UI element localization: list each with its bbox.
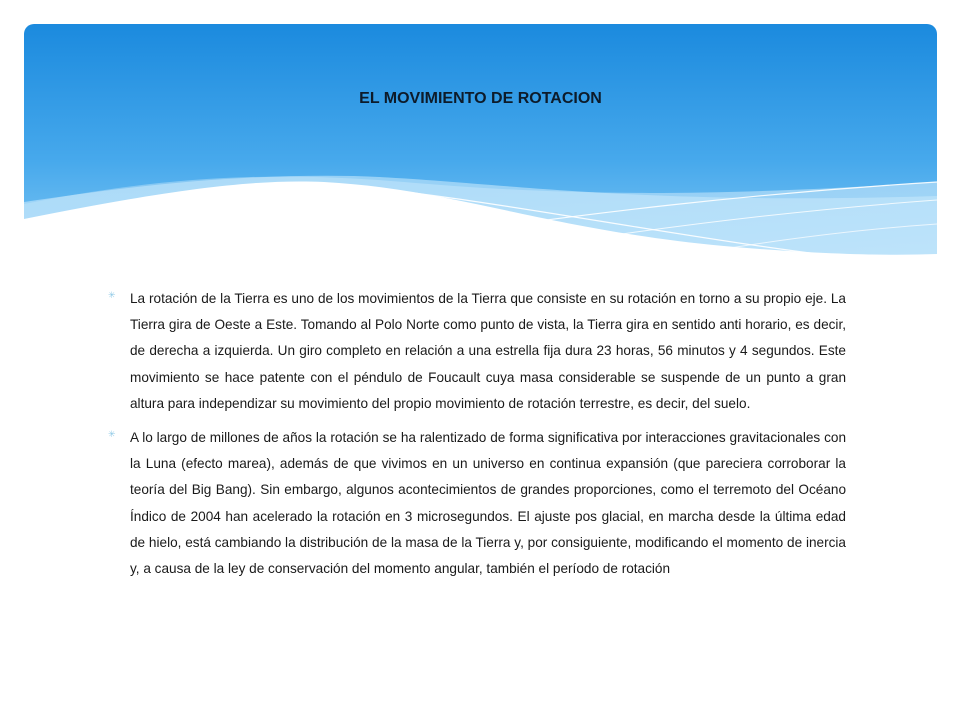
wave-decoration <box>24 24 937 274</box>
bullet-list <box>108 286 846 590</box>
bullet-star-icon: ✳ <box>108 290 116 300</box>
header-banner <box>24 24 937 274</box>
bullet-text: La rotación de la Tierra es uno de los movimientos de la Tierra que consiste en su rotación en torno a su propio eje. La Tierra gira de Oeste a Este. Tomando al Polo Norte como punto de vista, la Tierra gira en sentido anti horario, es decir, de derecha a izquierda. Un giro completo en relación a una estrella fija dura 23 horas, 56 minutos y 4 segundos. Este movimiento se hace patente con el péndulo de Foucault cuya masa considerable se suspende de un punto a gran altura para independizar su movimiento del propio movimiento de rotación terrestre, es decir, del suelo. <box>130 291 846 411</box>
bullet-text: A lo largo de millones de años la rotación se ha ralentizado de forma significativa por interacciones gravitacionales con la Luna (efecto marea), además de que vivimos en un universo en continua expansión (que pareciera corroborar la teoría del Big Bang). Sin embargo, algunos acontecimientos de grandes proporciones, como el terremoto del Océano Índico de 2004 han acelerado la rotación en 3 microsegundos. El ajuste pos glacial, en marcha desde la última edad de hielo, está cambiando la distribución de la masa de la Tierra y, por consiguiente, modificando el momento de inercia y, a causa de la ley de conservación del momento angular, también el período de rotación <box>130 430 846 577</box>
bullet-star-icon: ✳ <box>108 429 116 440</box>
slide-title: EL MOVIMIENTO DE ROTACION <box>359 90 602 107</box>
list-item <box>108 286 846 417</box>
list-item <box>108 425 846 582</box>
